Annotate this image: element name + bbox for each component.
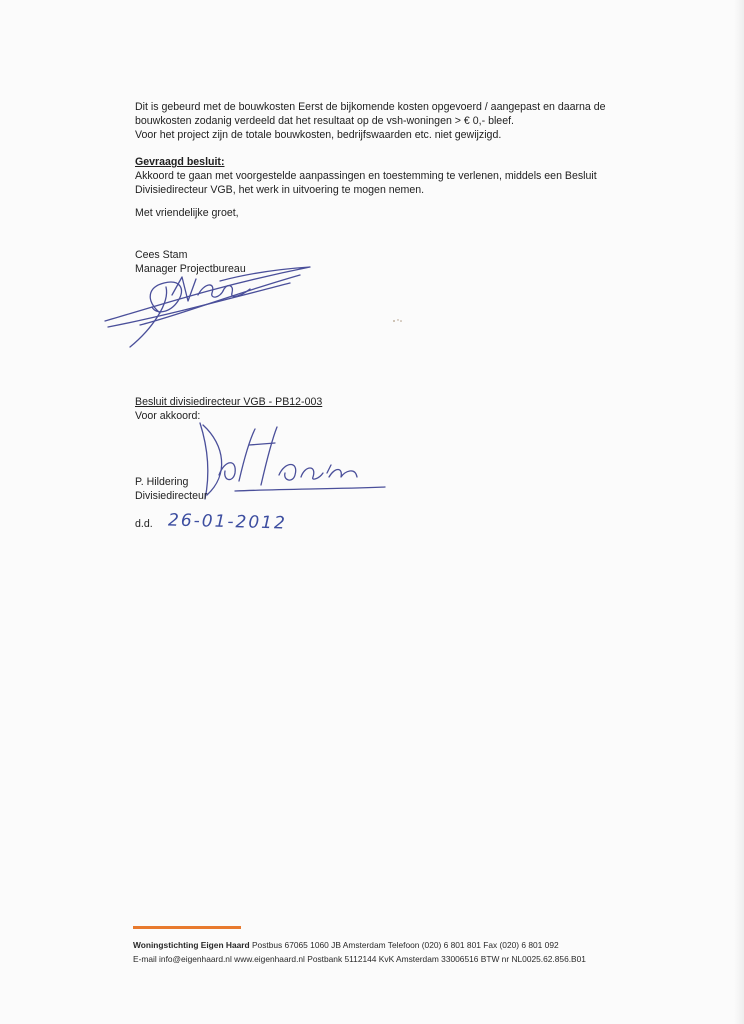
intro-line: Dit is gebeurd met de bouwkosten Eerst de bijkomende kosten opgevoerd / aangepast en daarna de xyxy=(135,101,606,113)
date-label: d.d. xyxy=(135,518,153,530)
director-block xyxy=(135,475,207,503)
footer-accent-bar xyxy=(133,926,241,929)
footer-org-name: Woningstichting Eigen Haard xyxy=(133,940,250,950)
decision-heading: Besluit divisiedirecteur VGB - PB12-003 xyxy=(135,396,323,408)
request-heading: Gevraagd besluit: xyxy=(135,156,225,168)
date-label-block xyxy=(135,517,153,531)
sender-signature xyxy=(100,255,320,355)
request-line: Divisiedirecteur VGB, het werk in uitvoering te mogen nemen. xyxy=(135,184,425,196)
approval-label: Voor akkoord: xyxy=(135,410,201,422)
director-signature xyxy=(195,415,390,505)
director-name: P. Hildering xyxy=(135,476,189,488)
request-section xyxy=(135,155,597,197)
scan-edge-shadow xyxy=(734,0,744,1024)
closing-greeting xyxy=(135,206,239,220)
footer-line-1 xyxy=(133,938,586,952)
intro-paragraph xyxy=(135,100,606,142)
letter-footer xyxy=(133,938,586,966)
footer-line-2: E-mail info@eigenhaard.nl www.eigenhaard.nl Postbank 5112144 KvK Amsterdam 33006516 BTW nr NL0025.62.856.B01 xyxy=(133,954,586,964)
sender-name: Cees Stam xyxy=(135,249,188,261)
sender-title: Manager Projectbureau xyxy=(135,263,246,275)
intro-line: Voor het project zijn de totale bouwkosten, bedrijfswaarden etc. niet gewijzigd. xyxy=(135,129,502,141)
request-line: Akkoord te gaan met voorgestelde aanpassingen en toestemming te verlenen, middels een Besluit xyxy=(135,170,597,182)
footer-address: Postbus 67065 1060 JB Amsterdam Telefoon (020) 6 801 801 Fax (020) 6 801 092 xyxy=(249,940,559,950)
closing-text: Met vriendelijke groet, xyxy=(135,207,239,219)
ink-speck xyxy=(392,318,404,323)
handwritten-date: 26-01-2012 xyxy=(167,510,288,534)
intro-line: bouwkosten zodanig verdeeld dat het resultaat op de vsh-woningen > € 0,- bleef. xyxy=(135,115,514,127)
director-title: Divisiedirecteur xyxy=(135,490,208,502)
